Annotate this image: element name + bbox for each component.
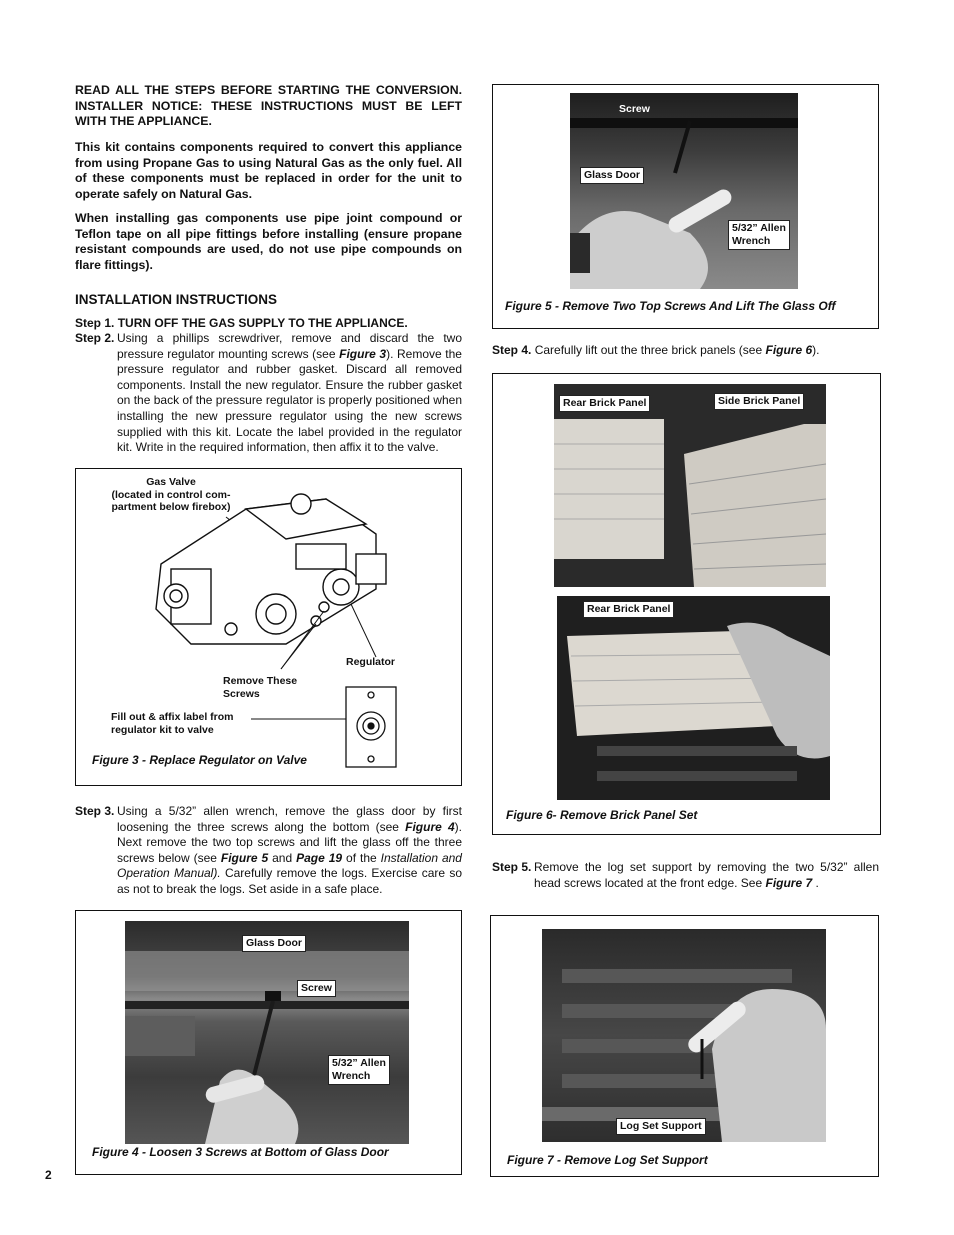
figure-4-caption: Figure 4 - Loosen 3 Screws at Bottom of Glass Door: [92, 1145, 389, 1159]
figure-5-ref: Figure 5: [220, 850, 269, 865]
step-2: [75, 331, 462, 456]
intro-paragraph-3: When installing gas components use pipe joint compound or Teflon tape on all pipe fittings before installing (ensure propane resistant compounds are used, do not use pipe compounds on flare fittings).: [75, 211, 462, 272]
step-3-text-b: ). Next remove the two top screws and lift the glass off the three screws below (see: [117, 819, 462, 865]
step-3-text-c: and: [268, 850, 297, 865]
figure-4-box: [75, 910, 462, 1175]
rear-brick-panel-tag-1: Rear Brick Panel: [559, 395, 650, 412]
wrench-tag-fig5: 5/32” Allen Wrench: [728, 220, 790, 250]
step-3-text-e: Carefully remove the logs. Exercise care so as not to break the logs. Set aside in a safe place.: [117, 866, 462, 896]
step-5-label: Step 5.: [492, 860, 532, 874]
step-3-text-a: Using a 5/32” allen wrench, remove the glass door by first loosening the three screws along the bottom (see: [117, 804, 462, 834]
figure-7-photo-detail: [542, 929, 826, 1142]
glass-door-tag-fig5: Glass Door: [580, 167, 644, 184]
step-3-body: [117, 804, 462, 898]
figure-6-photo-bottom-detail: [557, 596, 830, 800]
manual-ref: Installation and Operation Manual).: [117, 850, 462, 881]
figure-5-box: [492, 84, 879, 329]
page-number: 2: [45, 1168, 52, 1182]
intro-paragraph-1: READ ALL THE STEPS BEFORE STARTING THE CONVERSION. INSTALLER NOTICE: THESE INSTRUCTIONS MUST BE LEFT WITH THE APPLIANCE.: [75, 83, 462, 129]
figure-6-photo-top-detail: [554, 384, 826, 587]
figure-7-photo: [542, 929, 826, 1142]
step-2-body: [117, 331, 462, 456]
step-1-label: Step 1.: [75, 316, 115, 330]
remove-screws-label: Remove These Screws: [223, 675, 298, 700]
figure-3-caption: Figure 3 - Replace Regulator on Valve: [92, 753, 307, 767]
step-2-label: Step 2.: [75, 331, 115, 345]
figure-6-box: [492, 373, 881, 835]
side-brick-panel-tag: Side Brick Panel: [714, 393, 804, 410]
figure-5-caption: Figure 5 - Remove Two Top Screws And Lift The Glass Off: [505, 299, 836, 313]
step-4-label: Step 4.: [492, 343, 532, 357]
step-2-text-a: Using a phillips screwdriver, remove and discard the two pressure regulator mounting screws (see: [117, 331, 462, 361]
glass-door-tag-fig4: Glass Door: [242, 935, 306, 952]
rear-brick-panel-tag-2: Rear Brick Panel: [583, 601, 674, 618]
step-4: [492, 343, 879, 359]
figure-6-photo-bottom: [557, 596, 830, 800]
step-5: [492, 860, 879, 891]
gas-valve-diagram: [76, 469, 463, 787]
figure-7-box: [490, 915, 879, 1177]
figure-4-ref: Figure 4: [405, 819, 455, 834]
section-title: INSTALLATION INSTRUCTIONS: [75, 292, 277, 307]
screw-tag-fig4: Screw: [297, 980, 336, 997]
intro-paragraph-2: This kit contains components required to convert this appliance from using Propane Gas to using Natural Gas as the only fuel. All of these components must be replaced in order for the unit to operate safely on Natural Gas.: [75, 140, 462, 201]
step-1-text: TURN OFF THE GAS SUPPLY TO THE APPLIANCE.: [117, 316, 408, 330]
step-3-text-d: of the: [342, 850, 381, 865]
fill-label-instruction: Fill out & affix label from regulator kit to valve: [111, 711, 234, 736]
figure-7-ref: Figure 7: [765, 875, 813, 890]
step-4-text-b: ).: [812, 343, 820, 357]
figure-6-ref: Figure 6: [765, 343, 813, 357]
step-1: [75, 316, 462, 332]
step-3: [75, 804, 462, 898]
step-3-label: Step 3.: [75, 804, 115, 818]
screw-tag-fig5: Screw: [619, 103, 650, 115]
step-5-body: [534, 860, 879, 891]
gas-valve-label: Gas Valve (located in control com- partment below firebox): [111, 476, 231, 513]
step-4-text-a: Carefully lift out the three brick panels (see: [534, 343, 766, 357]
log-set-support-tag: Log Set Support: [616, 1118, 706, 1135]
regulator-label: Regulator: [346, 656, 396, 668]
step-5-text-b: .: [812, 875, 819, 890]
figure-6-photo-top: [554, 384, 826, 587]
figure-3-box: [75, 468, 462, 786]
step-2-text-b: ). Remove the pressure regulator and rubber gasket. Discard all removed components. Install the new regulator. Ensure the rubber gasket on the back of the pressure regulator is properly positioned when installing the new pressure regulator using the new screws supplied with this kit. Locate the label provided in the regulator kit. Write in the required information, then affix it to the valve.: [117, 346, 462, 455]
figure-3-ref: Figure 3: [339, 346, 387, 361]
figure-5-photo-detail: [570, 93, 798, 289]
figure-5-photo: [570, 93, 798, 289]
step-5-text-a: Remove the log set support by removing the two 5/32” allen head screws located at the front edge. See: [534, 860, 879, 890]
figure-7-caption: Figure 7 - Remove Log Set Support: [507, 1153, 708, 1167]
wrench-tag-fig4: 5/32” Allen Wrench: [328, 1055, 390, 1085]
figure-6-caption: Figure 6- Remove Brick Panel Set: [506, 808, 698, 822]
figure-4-photo-detail: [125, 921, 409, 1144]
page-19-ref: Page 19: [296, 850, 343, 865]
figure-4-photo: [125, 921, 409, 1144]
